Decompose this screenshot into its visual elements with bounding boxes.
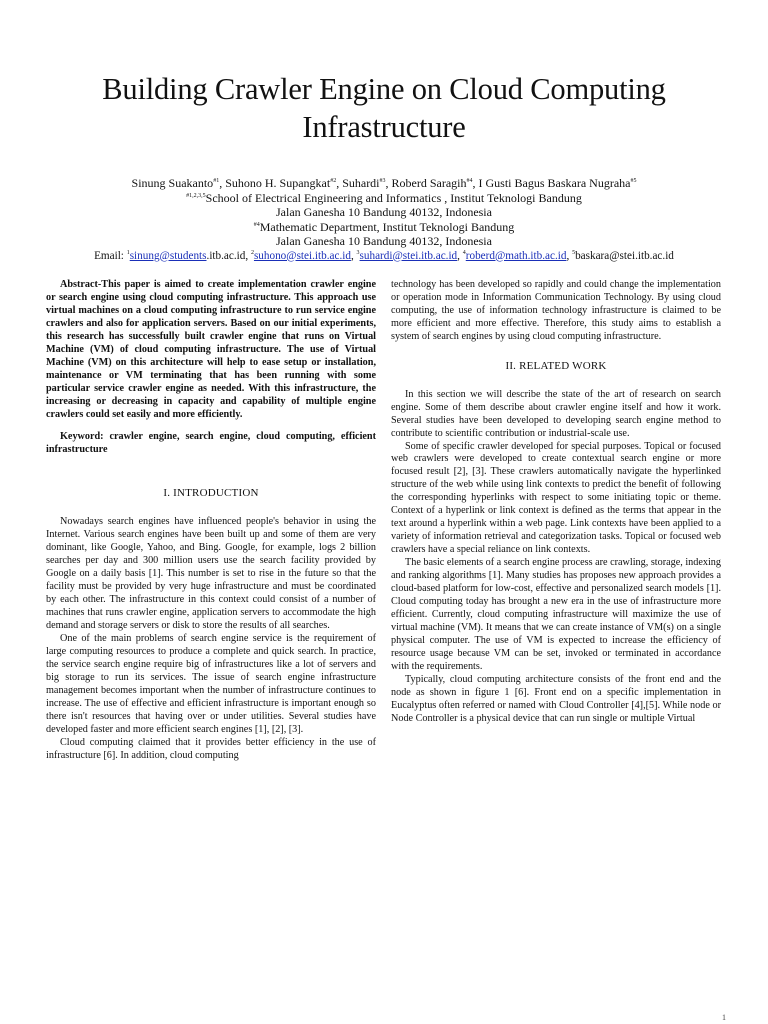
affiliation-2	[20, 220, 748, 235]
email-rest: .itb.ac.id,	[206, 249, 249, 262]
keywords: Keyword: crawler engine, search engine, cloud computing, efficient infrastructure	[46, 431, 376, 456]
affiliation-1-address: Jalan Ganesha 10 Bandung 40132, Indonesia	[276, 205, 492, 219]
author-mark: #4	[466, 178, 473, 184]
email-mark: 2	[250, 249, 254, 256]
email-mark: 1	[126, 249, 130, 256]
author-block	[20, 176, 748, 263]
related-paragraph: Some of specific crawler developed for special purposes. Topical or focused web crawlers were developed to create contextual search engine or more focused result [2], [3]. These crawlers automatically navigate the hyperlinked structure of the web while using link contexts to predict the benefit of following the corresponding hyperlinks with respect to some initiating topic or theme. Context of a hyperlink or link context is defined as the terms that appear in the text around a hyperlink within a web page. Link contexts have been applied to a variety of information retrieval and categorization tasks. Topical or focused web crawlers have a special reliance on link contexts.	[391, 440, 721, 556]
email-line	[20, 249, 748, 264]
affiliation-2-address: Jalan Ganesha 10 Bandung 40132, Indonesia	[276, 234, 492, 248]
affiliation-mark: #1,2,3,5	[186, 192, 206, 199]
section-heading-related-work: II. RELATED WORK	[505, 359, 607, 372]
author-name: Suhono H. Supangkat	[225, 176, 331, 190]
right-column	[391, 279, 721, 726]
email-link[interactable]: suhardi@stei.itb.ac.id	[359, 249, 458, 262]
left-column	[46, 279, 376, 762]
related-paragraph: In this section we will describe the state of the art of research on search engine. Some of them describe about crawler engine itself and how it work. Several studies have been developed to developing search engine method to contribute to scientific contribution or industrial-scale use.	[391, 388, 721, 439]
email-mark: 3	[356, 249, 360, 256]
email-link[interactable]: suhono@stei.itb.ac.id	[253, 249, 351, 262]
author-name: Sinung Suakanto	[131, 176, 214, 190]
intro-paragraph: Nowadays search engines have influenced people's behavior in using the Internet. Various search engines have been built up and some of them are very dominant, like Google, Yahoo, and Bing. Google, for example, logs 2 billion searches per day and 300 million users use the search facility provided by Google on a daily basis [1]. This number is set to rise in the future so that the facility must be provided by very huge infrastructure and must be coordinated by each other. The infrastructure in this context could consist of a number of machines that runs crawler engine, application servers to accommodate the high demand and storage servers or disk to store the results of all searches.	[46, 516, 376, 631]
email-rest: baskara@stei.itb.ac.id	[575, 249, 674, 262]
paper-title: Building Crawler Engine on Cloud Computing Infrastructure	[102, 72, 666, 144]
author-mark: #2	[330, 178, 337, 184]
author-mark: #5	[630, 178, 637, 184]
author-name: Roberd Saragih	[391, 176, 467, 190]
email-mark: 4	[462, 249, 466, 256]
affiliation-name: Mathematic Department, Institut Teknologi Bandung	[259, 219, 515, 234]
email-link[interactable]: sinung@students	[129, 249, 207, 262]
affiliation-mark: #4	[253, 221, 260, 228]
author-names: Sinung Suakanto$^{\#1}$, Suhono H. Supangkat$^{\#2}$, Suhardi$^{\#3}$, Roberd Saragih$^{\#4}$, I Gusti Bagus Baskara Nugraha$^{\#5}$	[131, 176, 637, 190]
author-name: I Gusti Bagus Baskara Nugraha	[478, 176, 631, 190]
intro-paragraph-continued: technology has been developed so rapidly and could change the implementation or operation mode in Information Communication Technology. By using cloud computing, the use of information technology infrastructure is claimed to be more efficient and more effective. Therefore, this study aims to establish a system of search engines by using cloud computing infrastructure.	[391, 279, 721, 342]
page-number: 1	[722, 1013, 726, 1022]
section-heading-introduction: I. INTRODUCTION	[163, 487, 259, 500]
email-mark: 5	[572, 249, 576, 256]
related-paragraph: The basic elements of a search engine process are crawling, storage, indexing and ranking algorithms [1]. Many studies has proposes new approach provides a cloud-based platform for low-cost, effective and personalized search models [1]. Cloud computing today has brought a new era in the use of infrastructure more efficient. Currently, cloud computing infrastructure will maximize the use of virtual machine (VM). It means that we can create instance of VM(s) on a single physical computer. The use of VM is expected to increase the efficiency of resource usage because VM can be set, invoked or terminated in accordance with the requirements.	[391, 557, 721, 672]
email-label: Email:	[94, 249, 124, 262]
abstract: Abstract-This paper is aimed to create implementation crawler engine or search engine using cloud computing infrastructure. This approach use virtual machines on a cloud computing infrastructure to run service engine crawlers and also for application servers. Based on our initial experiments, this research has successfully built crawler engine that runs on Virtual Machine (VM) of cloud computing infrastructure. The use of Virtual Machine (VM) on this architecture will help to ease setup or installation, maintenance or VM terminating that has been running with some particular service crawler engine as needed. With this infrastructure, the increasing or decreasing in capacity and capability of multiple engine crawlers could set easily and more efficiently.	[46, 279, 376, 420]
related-paragraph: Typically, cloud computing architecture consists of the front end and the node as shown in figure 1 [6]. Front end on a specific implementation in Eucalyptus often referred or named with Cloud Controller [4],[5]. While node or Node Controller is a physical device that can run single or multiple Virtual	[391, 673, 721, 724]
email-rest: ,	[350, 249, 354, 262]
affiliation-name: School of Electrical Engineering and Informatics , Institut Teknologi Bandung	[205, 190, 582, 205]
affiliation-1	[20, 191, 748, 206]
email-rest: ,	[457, 249, 460, 262]
email-link[interactable]: roberd@math.itb.ac.id	[465, 249, 567, 262]
intro-paragraph: Cloud computing claimed that it provides better efficiency in the use of infrastructure [6]. In addition, cloud computing	[46, 736, 376, 761]
intro-paragraph: One of the main problems of search engine service is the requirement of large computing resources to produce a complete and quick search. In practice, the service search engine require big of infrastructures like a lot of servers and big storage to run its services. The issue of search engine infrastructure management becomes important when the number of infrastructure continues to increase. The use of effective and efficient infrastructure is important enough so there isn't resources that having over or under utilities. Several studies have developed faster and more efficient search engines [1], [2], [3].	[46, 632, 376, 735]
email-rest: ,	[566, 249, 570, 262]
author-name: Suhardi	[342, 176, 380, 190]
author-mark: #1	[213, 178, 220, 184]
author-mark: #3	[379, 178, 386, 184]
